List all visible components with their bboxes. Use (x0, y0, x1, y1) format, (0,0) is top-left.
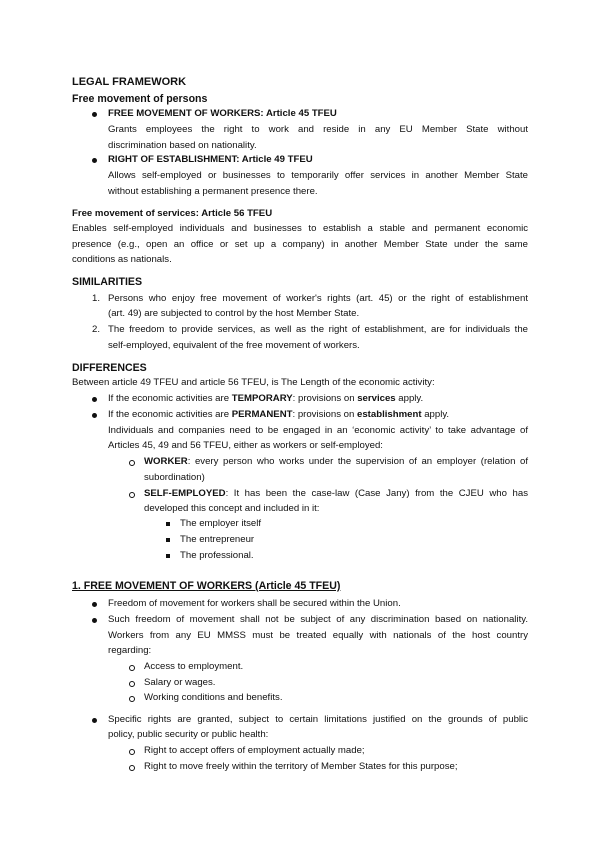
s1-bullet-3-line-2: policy, public security or public health: (108, 729, 269, 740)
services-heading: Free movement of services: Article 56 TFEU (72, 208, 273, 219)
self-item: The professional. (180, 550, 254, 561)
keyword-worker: WORKER (144, 456, 188, 467)
list-number: 1. (92, 293, 101, 304)
s1-b3-item: Right to move freely within the territory of Member States for this purpose; (144, 761, 458, 772)
bullet-dot (92, 618, 97, 623)
services-line-2: presence (e.g., open an office or set up a company) in another Member State under the same (72, 239, 528, 250)
circle-bullet (129, 681, 135, 687)
square-bullet (166, 538, 170, 542)
services-line-3: conditions as nationals. (72, 254, 172, 265)
differences-intro: Between article 49 TFEU and article 56 TFEU, is The Length of the economic activity: (72, 377, 435, 388)
roe-line-2: without establishing a permanent presence there. (108, 186, 318, 197)
circle-bullet (129, 492, 135, 498)
fmw-prefix: FREE MOVEMENT OF WORKERS: (108, 108, 264, 119)
page-heading: LEGAL FRAMEWORK (72, 76, 187, 88)
services-line-1: Enables self-employed individuals and businesses to establish a stable and permanent economic (72, 223, 528, 234)
circle-bullet (129, 749, 135, 755)
sim2-line-2: self-employed, equivalent of the free movement of workers. (108, 340, 360, 351)
keyword-permanent: PERMANENT (231, 409, 293, 420)
square-bullet (166, 522, 170, 526)
self-item: The entrepreneur (180, 534, 255, 545)
keyword-services: services (357, 393, 396, 404)
diff-temporary-line (108, 393, 423, 405)
worker-line-1 (144, 456, 528, 468)
diff-paragraph-line-1: Individuals and companies need to be engaged in an ‘economic activity’ to take advantage of (108, 425, 528, 436)
circle-bullet (129, 765, 135, 771)
fmw-bullet-heading (108, 108, 337, 120)
text-run: apply. (421, 409, 450, 420)
keyword-self-employed: SELF-EMPLOYED (144, 488, 226, 499)
keyword-establishment: establishment (357, 409, 422, 420)
circle-bullet (129, 460, 135, 466)
text-run: : every person who works under the supervision of an employer (relation of (187, 456, 528, 467)
circle-bullet (129, 665, 135, 671)
s1-b2-item: Salary or wages. (144, 677, 216, 688)
bullet-dot (92, 397, 97, 402)
square-bullet (166, 554, 170, 558)
worker-line-2: subordination) (144, 472, 205, 483)
s1-bullet-2-line-1: Such freedom of movement shall not be subject of any discrimination based on nationality. (108, 614, 528, 625)
list-number: 2. (92, 324, 101, 335)
circle-bullet (129, 696, 135, 702)
sim2-line-1: The freedom to provide services, as well as the right of establishment, are for individuals the (108, 324, 528, 335)
bullet-dot (92, 158, 97, 163)
text-run: If the economic activities are (108, 409, 232, 420)
s1-b2-item: Working conditions and benefits. (144, 692, 283, 703)
fmw-line-2: discrimination based on nationality. (108, 140, 257, 151)
s1-bullet-3-line-1: Specific rights are granted, subject to certain limitations justified on the grounds of public (108, 714, 528, 725)
s1-bullet-2-line-3: regarding: (108, 645, 152, 656)
self-employed-line-2: developed this concept and included in it: (144, 503, 320, 514)
section1-title: 1. FREE MOVEMENT OF WORKERS (Article 45 TFEU) (72, 580, 341, 592)
s1-b2-item: Access to employment. (144, 661, 244, 672)
self-employed-line-1 (144, 488, 528, 500)
bullet-dot (92, 112, 97, 117)
s1-bullet-2-line-2: Workers from any EU MMSS must be treated equally with nationals of the host country (108, 630, 528, 641)
text-run: If the economic activities are (108, 393, 232, 404)
similarities-heading: SIMILARITIES (72, 276, 143, 288)
text-run: : provisions on (292, 393, 358, 404)
roe-article: Article 49 TFEU (241, 154, 313, 165)
text-run: : provisions on (292, 409, 358, 420)
fmw-line-1: Grants employees the right to work and reside in any EU Member State without (108, 124, 528, 135)
roe-bullet-heading (108, 154, 313, 166)
diff-permanent-line (108, 409, 449, 421)
fmw-article: Article 45 TFEU (265, 108, 337, 119)
differences-heading: DIFFERENCES (72, 362, 147, 374)
self-item: The employer itself (180, 518, 262, 529)
sim1-line-2: (art. 49) are subjected to control by the host Member State. (108, 308, 360, 319)
text-run: apply. (395, 393, 424, 404)
bullet-dot (92, 602, 97, 607)
keyword-temporary: TEMPORARY (231, 393, 293, 404)
bullet-dot (92, 718, 97, 723)
s1-b3-item: Right to accept offers of employment actually made; (144, 745, 365, 756)
s1-bullet-1: Freedom of movement for workers shall be secured within the Union. (108, 598, 401, 609)
diff-paragraph-line-2: Articles 45, 49 and 56 TFEU, either as workers or self-employed: (108, 440, 383, 451)
text-run: : It has been the case-law (Case Jany) from the CJEU who has (225, 488, 528, 499)
roe-line-1: Allows self-employed or businesses to temporarily offer services in another Member State (108, 170, 528, 181)
bullet-dot (92, 413, 97, 418)
subheading-free-persons: Free movement of persons (72, 93, 208, 105)
roe-prefix: RIGHT OF ESTABLISHMENT: (108, 154, 240, 165)
sim1-line-1: Persons who enjoy free movement of worker's rights (art. 45) or the right of establishment (108, 293, 528, 304)
